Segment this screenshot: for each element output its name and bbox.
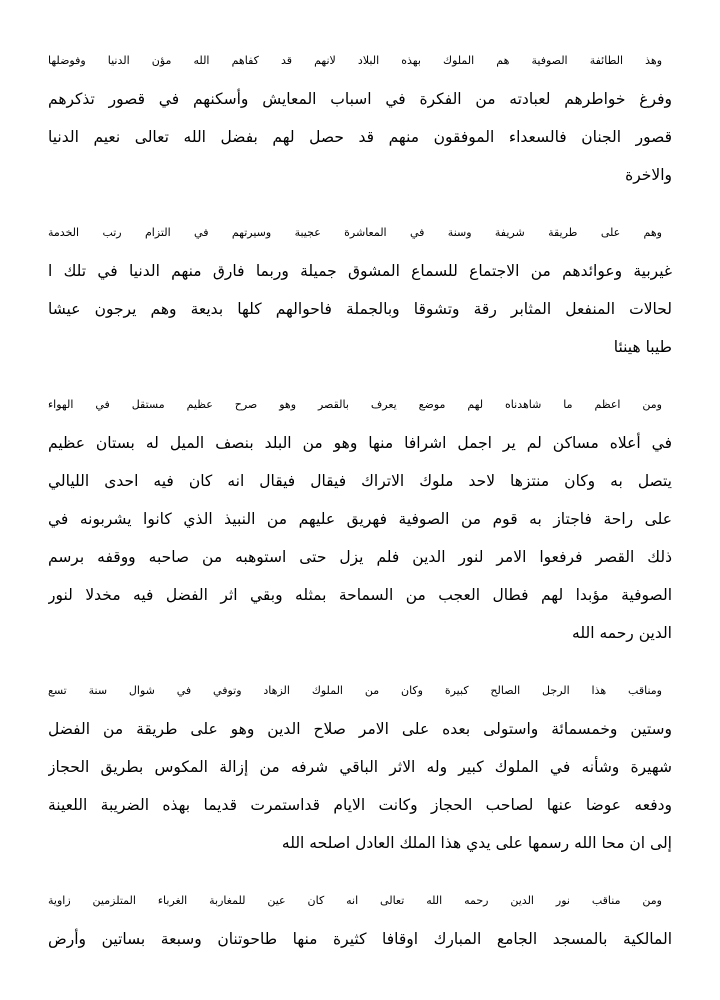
text-line: وفرغ خواطرهم لعبادته من الفكرة في اسباب المعايش وأسكنهم في قصور تذكرهم: [48, 90, 672, 108]
text-line: الصوفية مؤبدا لهم فطال العجب من السماحة بمثله وبقي اثر الفضل فيه مخدلا لنور: [48, 586, 672, 604]
text-line: المالكية بالمسجد الجامع المبارك اوقافا كثيرة منها طاحوتنان وسبعة بساتين وأرض: [48, 930, 672, 948]
text-line: والاخرة: [625, 166, 672, 184]
paragraph-virtues: [48, 672, 672, 862]
text-line: يتصل به وكان منتزها لاحد ملوك الاتراك فيقال فيقال انه كان فيه احدى الليالي: [48, 472, 672, 490]
text-line: وهم على طريقة شريفة وسنة في المعاشرة عجيبة وسيرتهم في التزام رتب الخدمة: [48, 226, 662, 239]
text-line: إلى ان محا الله رسمها على يدي هذا الملك العادل اصلحه الله: [281, 834, 672, 852]
text-line: شهيرة وشأنه في الملوك كبير وله الاثر الباقي شرفه من إزالة المكوس بطريق الحجاز: [48, 758, 672, 776]
text-line: غيربية وعوائدهم من الاجتماع للسماع المشوق جميلة وربما فارق منهم الدنيا في تلك ا: [48, 262, 672, 280]
paragraph-palace: [48, 386, 672, 652]
document-body: [48, 42, 672, 978]
text-line: طيبا هينئا: [613, 338, 672, 356]
paragraph-sufi-customs: [48, 214, 672, 366]
text-line: ومن اعظم ما شاهدناه لهم موضع يعرف بالقصر وهو صرح عظيم مستقل في الهواء: [48, 398, 662, 411]
text-line: ومناقب هذا الرجل الصالح كبيرة وكان من الملوك الزهاد وتوفي في شوال سنة تسع: [48, 684, 662, 697]
text-line: الدين رحمه الله: [572, 624, 672, 642]
text-line: قصور الجنان فالسعداء الموفقون منهم قد حصل لهم بفضل الله تعالى نعيم الدنيا: [48, 128, 672, 146]
text-line: ذلك القصر فرفعوا الامر لنور الدين فلم يزل حتى استوهبه من صاحبه ووقفه برسم: [48, 548, 672, 566]
text-line: في أعلاه مساكن لم ير اجمل اشرافا منها وهو من البلد بنصف الميل له بستان عظيم: [48, 434, 672, 452]
text-line: لحالات المنفعل المثابر رقة وتشوقا وبالجملة فاحوالهم كلها بديعة وهم يرجون عيشا: [48, 300, 672, 318]
paragraph-endowments: [48, 882, 672, 958]
text-line: وهذ الطائفة الصوفية هم الملوك بهذه البلاد لانهم قد كفاهم الله مؤن الدنيا وفوضلها: [48, 54, 662, 67]
text-line: وستين وخمسمائة واستولى بعده على الامر صلاح الدين وهو على طريقة من الفضل: [48, 720, 672, 738]
text-line: ودفعه عوضا عنها لصاحب الحجاز وكانت الايام قداستمرت قديما بهذه الضريبة اللعينة: [48, 796, 672, 814]
text-line: على راحة فاجتاز به قوم من الصوفية فهريق عليهم من النبيذ الذي كانوا يشربونه في: [48, 510, 672, 528]
text-line: ومن مناقب نور الدين رحمه الله تعالى انه كان عين للمغاربة الغرباء المتلزمين زاوية: [48, 894, 662, 907]
paragraph-sufi-kings: [48, 42, 672, 194]
